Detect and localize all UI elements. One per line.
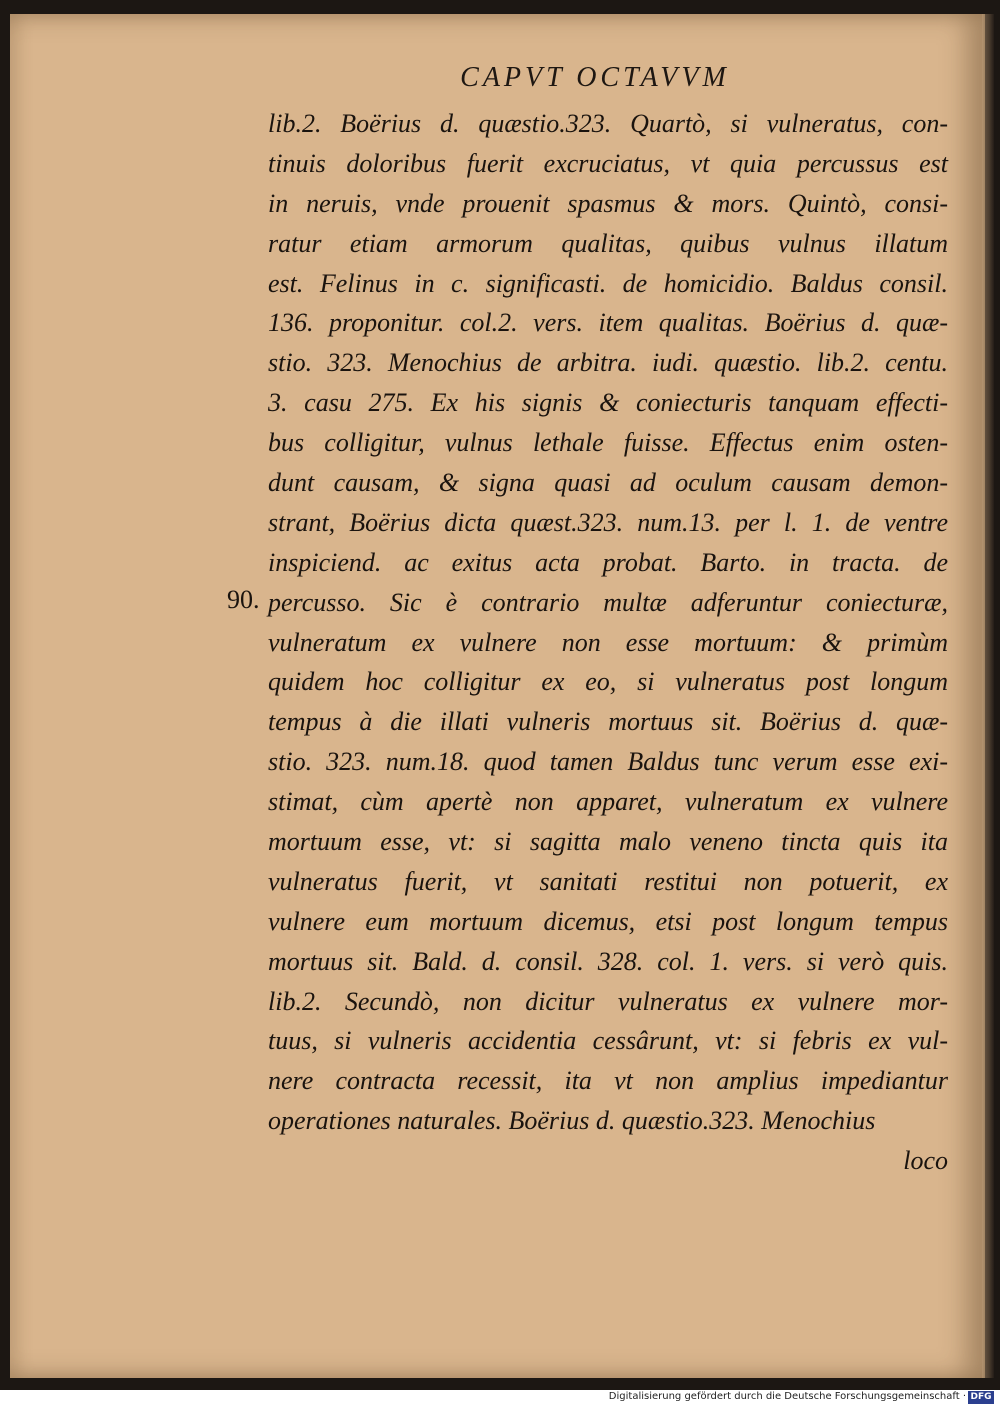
- text-line: mortuum esse, vt: si sagitta malo veneno tincta quis ita: [268, 827, 948, 857]
- text-line: quidem hoc colligitur ex eo, si vulneratus post longum: [268, 667, 948, 697]
- text-line: lib.2. Secundò, non dicitur vulneratus ex vulnere mor-: [268, 986, 948, 1016]
- dfg-logo: DFG: [968, 1391, 994, 1404]
- text-line: stimat, cùm apertè non apparet, vulneratum ex vulnere: [268, 787, 948, 817]
- text-line: in neruis, vnde prouenit spasmus & mors. Quintò, consi-: [268, 188, 948, 218]
- funding-credit: Digitalisierung gefördert durch die Deutsche Forschungsgemeinschaft ·: [608, 1391, 966, 1402]
- text-line: tuus, si vulneris accidentia cessârunt, vt: si febris ex vul-: [268, 1026, 948, 1056]
- text-line: vulneratum ex vulnere non esse mortuum: & primùm: [268, 627, 948, 657]
- text-line: tinuis doloribus fuerit excruciatus, vt quia percussus est: [268, 148, 948, 178]
- text-line: stio. 323. Menochius de arbitra. iudi. quæstio. lib.2. centu.: [268, 348, 948, 378]
- text-line: bus colligitur, vulnus lethale fuisse. Effectus enim osten-: [268, 428, 948, 458]
- text-line: vulnere eum mortuum dicemus, etsi post longum tempus: [268, 906, 948, 936]
- page-edge-shadow: [982, 14, 994, 1378]
- text-line: percusso. Sic è contrario multæ adferuntur coniecturæ,: [268, 587, 948, 617]
- text-line: 136. proponitur. col.2. vers. item qualitas. Boërius d. quæ-: [268, 308, 948, 338]
- text-line: mortuus sit. Bald. d. consil. 328. col. 1. vers. si verò quis.: [268, 946, 948, 976]
- text-line: operationes naturales. Boërius d. quæstio.323. Menochius: [268, 1106, 876, 1136]
- text-line: est. Felinus in c. significasti. de homicidio. Baldus consil.: [268, 268, 948, 298]
- margin-number: 90.: [227, 585, 260, 614]
- running-title: CAPVT OCTAVVM: [460, 62, 730, 93]
- text-line: ratur etiam armorum qualitas, quibus vulnus illatum: [268, 228, 948, 258]
- text-line: 3. casu 275. Ex his signis & coniecturis tanquam effecti-: [268, 388, 948, 418]
- text-line: inspiciend. ac exitus acta probat. Barto. in tracta. de: [268, 547, 948, 577]
- catchword: loco: [903, 1146, 948, 1176]
- text-line: strant, Boërius dicta quæst.323. num.13. per l. 1. de ventre: [268, 507, 948, 537]
- text-line: stio. 323. num.18. quod tamen Baldus tunc verum esse exi-: [268, 747, 948, 777]
- text-line: vulneratus fuerit, vt sanitati restitui non potuerit, ex: [268, 866, 948, 896]
- text-line: lib.2. Boërius d. quæstio.323. Quartò, si vulneratus, con-: [268, 109, 948, 138]
- text-line: dunt causam, & signa quasi ad oculum causam demon-: [268, 468, 948, 498]
- text-line: nere contracta recessit, ita vt non amplius impediantur: [268, 1066, 948, 1096]
- body-text: [268, 104, 948, 1181]
- text-line: tempus à die illati vulneris mortuus sit. Boërius d. quæ-: [268, 707, 948, 737]
